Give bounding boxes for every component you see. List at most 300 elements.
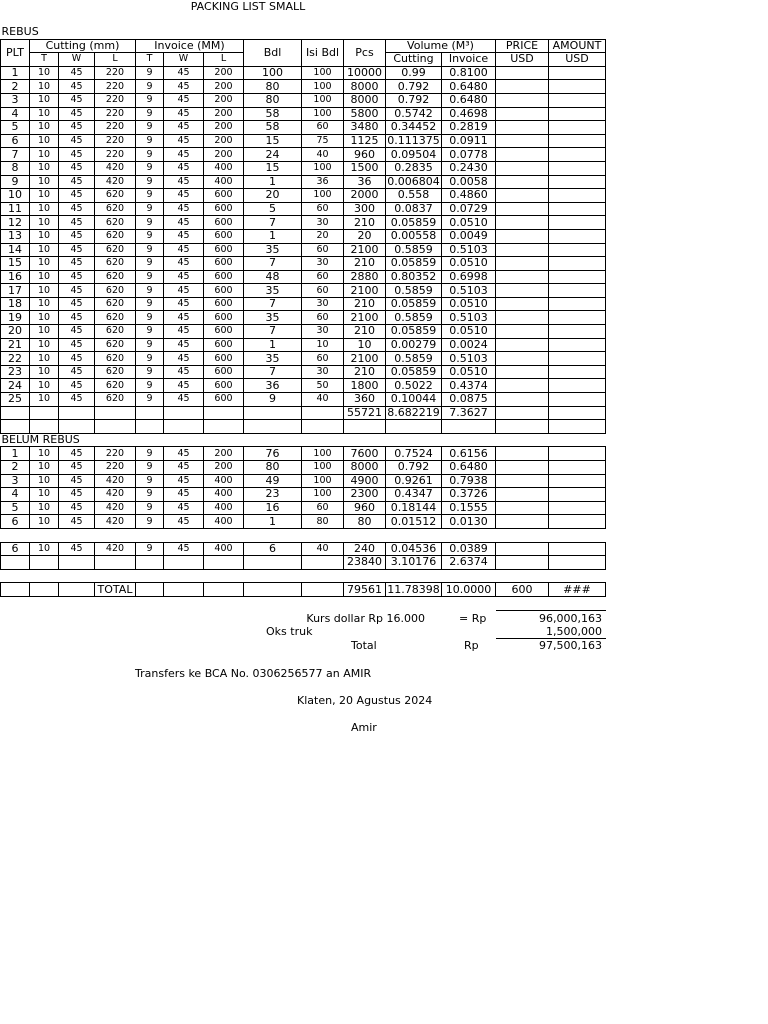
- table-cell: 420: [95, 474, 136, 488]
- table-cell: 0.09504: [386, 148, 442, 162]
- table-body: [1, 26, 606, 596]
- header-price-usd: USD: [496, 53, 549, 67]
- table-cell: 620: [95, 379, 136, 393]
- table-cell: 0.1555: [442, 501, 496, 515]
- table-cell: [549, 175, 606, 189]
- table-cell: [136, 569, 164, 583]
- table-cell: [549, 257, 606, 271]
- table-cell: 0.0778: [442, 148, 496, 162]
- table-cell: 0.5103: [442, 243, 496, 257]
- table-cell: 0.00558: [386, 229, 442, 243]
- table-cell: [549, 365, 606, 379]
- table-cell: 9: [136, 66, 164, 80]
- table-cell: 7: [244, 365, 302, 379]
- total-pcs: 79561: [344, 583, 386, 597]
- table-cell: 600: [204, 325, 244, 339]
- table-cell: 45: [164, 284, 204, 298]
- table-cell: 1125: [344, 134, 386, 148]
- table-cell: [1, 569, 30, 583]
- table-cell: 9: [136, 243, 164, 257]
- table-cell: [386, 420, 442, 434]
- empty-row: [1, 569, 606, 583]
- table-cell: [549, 270, 606, 284]
- table-cell: 420: [95, 515, 136, 529]
- header-isi-bdl: Isi Bdl: [302, 39, 344, 66]
- table-cell: 10: [344, 338, 386, 352]
- table-cell: [496, 284, 549, 298]
- table-cell: 0.80352: [386, 270, 442, 284]
- table-cell: 620: [95, 270, 136, 284]
- table-cell: 0.006804: [387, 174, 440, 188]
- table-cell: 0.05859: [386, 216, 442, 230]
- table-cell: 8000: [344, 80, 386, 94]
- table-row: [1, 393, 606, 407]
- table-cell: [1, 420, 30, 434]
- table-cell: 9: [136, 393, 164, 407]
- table-cell: [164, 420, 204, 434]
- table-cell: 45: [164, 338, 204, 352]
- table-cell: 620: [95, 352, 136, 366]
- section-rebus-label: [1, 26, 606, 39]
- table-cell: 36: [302, 175, 344, 189]
- empty-row: [1, 528, 606, 542]
- table-cell: 0.18144: [386, 501, 442, 515]
- table-cell: 9: [1, 175, 30, 189]
- table-cell: 600: [204, 379, 244, 393]
- table-cell: 45: [59, 189, 95, 203]
- table-cell: [549, 488, 606, 502]
- table-cell: 0.792: [386, 461, 442, 475]
- table-cell: 210: [344, 297, 386, 311]
- table-cell: 9: [136, 447, 164, 461]
- header-plt: PLT: [1, 39, 30, 66]
- table-row: [1, 175, 606, 189]
- table-cell: 2880: [344, 270, 386, 284]
- table-cell: [496, 461, 549, 475]
- table-cell: 600: [204, 297, 244, 311]
- table-cell: 22: [1, 352, 30, 366]
- table-cell: 16: [244, 501, 302, 515]
- table-cell: 100: [302, 474, 344, 488]
- table-cell: 0.0510: [442, 297, 496, 311]
- table-cell: 0.6480: [442, 93, 496, 107]
- table-cell: 30: [302, 297, 344, 311]
- table-cell: 45: [59, 270, 95, 284]
- table-cell: 45: [59, 501, 95, 515]
- table-cell: [496, 501, 549, 515]
- table-cell: [30, 569, 59, 583]
- table-row: [1, 447, 606, 461]
- table-cell: 6: [1, 515, 30, 529]
- table-cell: 9: [136, 515, 164, 529]
- total-price: 600: [496, 583, 549, 597]
- table-cell: [496, 325, 549, 339]
- kurs-label: Kurs dollar Rp 16.000: [306, 612, 425, 625]
- table-cell: [30, 420, 59, 434]
- table-row: [1, 488, 606, 502]
- table-cell: [496, 297, 549, 311]
- table-cell: [204, 556, 244, 570]
- table-cell: 210: [344, 257, 386, 271]
- table-cell: [496, 311, 549, 325]
- header-volume: Volume (M³): [386, 39, 496, 53]
- table-cell: [95, 528, 136, 542]
- table-cell: 4900: [344, 474, 386, 488]
- table-cell: 1: [1, 447, 30, 461]
- table-cell: 45: [59, 284, 95, 298]
- table-cell: [136, 556, 164, 570]
- table-cell: 9: [136, 80, 164, 94]
- table-cell: [549, 216, 606, 230]
- table-cell: 0.05859: [386, 365, 442, 379]
- table-cell: [496, 474, 549, 488]
- header-row-1: [1, 39, 606, 53]
- table-cell: 0.0510: [442, 365, 496, 379]
- rebus-subtotal-row: [1, 406, 606, 420]
- table-cell: 600: [204, 311, 244, 325]
- table-cell: 4: [1, 107, 30, 121]
- table-cell: [496, 175, 549, 189]
- table-cell: 45: [164, 311, 204, 325]
- table-cell: 620: [95, 189, 136, 203]
- table-cell: [549, 134, 606, 148]
- table-cell: 2100: [344, 352, 386, 366]
- kurs-overline: [496, 610, 606, 611]
- table-cell: [549, 542, 606, 556]
- table-cell: 5: [244, 202, 302, 216]
- table-row: [1, 216, 606, 230]
- table-cell: 10: [30, 121, 59, 135]
- table-cell: 58: [244, 121, 302, 135]
- table-cell: 45: [164, 202, 204, 216]
- table-cell: 48: [244, 270, 302, 284]
- table-cell: 200: [204, 107, 244, 121]
- table-cell: 10: [30, 501, 59, 515]
- table-cell: 620: [95, 311, 136, 325]
- table-cell: [244, 528, 302, 542]
- table-cell: 0.00279: [386, 338, 442, 352]
- table-cell: 15: [244, 161, 302, 175]
- table-cell: 200: [204, 148, 244, 162]
- table-cell: 400: [204, 474, 244, 488]
- table-cell: 1: [244, 515, 302, 529]
- table-cell: 45: [59, 229, 95, 243]
- table-cell: 0.4860: [442, 189, 496, 203]
- place-date: Klaten, 20 Agustus 2024: [297, 694, 433, 707]
- table-cell: 60: [302, 352, 344, 366]
- table-cell: 0.7524: [386, 447, 442, 461]
- table-cell: 24: [244, 148, 302, 162]
- table-cell: 620: [95, 338, 136, 352]
- table-cell: [136, 528, 164, 542]
- table-cell: 220: [95, 107, 136, 121]
- table-cell: 45: [164, 66, 204, 80]
- table-cell: 0.05859: [386, 257, 442, 271]
- table-cell: [344, 528, 386, 542]
- table-cell: [496, 528, 549, 542]
- table-row: [1, 515, 606, 529]
- table-cell: 2300: [344, 488, 386, 502]
- table-cell: 220: [95, 93, 136, 107]
- header-dim-t: T: [136, 53, 164, 67]
- table-cell: 400: [204, 542, 244, 556]
- table-cell: 40: [302, 148, 344, 162]
- table-cell: 9: [136, 107, 164, 121]
- table-cell: [30, 528, 59, 542]
- table-cell: 13: [1, 229, 30, 243]
- table-cell: 600: [204, 243, 244, 257]
- table-cell: 600: [204, 284, 244, 298]
- table-cell: 9: [136, 216, 164, 230]
- table-cell: [496, 556, 549, 570]
- table-cell: 1: [244, 338, 302, 352]
- table-cell: [549, 447, 606, 461]
- table-cell: 45: [59, 148, 95, 162]
- header-dim-w: W: [164, 53, 204, 67]
- table-cell: 600: [204, 202, 244, 216]
- table-cell: 0.05859: [386, 325, 442, 339]
- table-cell: [496, 202, 549, 216]
- table-cell: 400: [204, 161, 244, 175]
- table-cell: [549, 66, 606, 80]
- table-cell: 3: [1, 93, 30, 107]
- table-cell: 45: [164, 474, 204, 488]
- table-cell: [95, 406, 136, 420]
- header-invoice: Invoice (MM): [136, 39, 244, 53]
- table-cell: 9: [136, 202, 164, 216]
- table-cell: 30: [302, 365, 344, 379]
- table-cell: 6: [1, 134, 30, 148]
- table-cell: 80: [302, 515, 344, 529]
- table-cell: [244, 556, 302, 570]
- table-cell: 210: [344, 325, 386, 339]
- oks-truk-label: Oks truk: [266, 625, 313, 638]
- table-cell: 600: [204, 393, 244, 407]
- table-cell: 45: [164, 270, 204, 284]
- table-cell: 0.6480: [442, 80, 496, 94]
- table-row: [1, 243, 606, 257]
- table-cell: 45: [59, 243, 95, 257]
- subtotal-pcs: 23840: [344, 556, 386, 570]
- table-cell: 9: [136, 474, 164, 488]
- table-cell: 600: [204, 257, 244, 271]
- table-cell: [442, 569, 496, 583]
- subtotal-pcs: 55721: [344, 406, 386, 420]
- table-cell: 45: [164, 501, 204, 515]
- table-cell: 0.5022: [386, 379, 442, 393]
- table-cell: 620: [95, 257, 136, 271]
- table-cell: 45: [164, 107, 204, 121]
- table-cell: 20: [1, 325, 30, 339]
- table-cell: [549, 80, 606, 94]
- table-cell: 9: [136, 501, 164, 515]
- table-cell: 6: [1, 542, 30, 556]
- table-row: [1, 352, 606, 366]
- table-cell: 9: [136, 134, 164, 148]
- table-cell: 9: [136, 311, 164, 325]
- table-cell: 10: [30, 297, 59, 311]
- table-cell: 10: [30, 447, 59, 461]
- table-cell: 45: [59, 488, 95, 502]
- table-cell: 18: [1, 297, 30, 311]
- table-cell: 50: [302, 379, 344, 393]
- table-cell: 5: [1, 501, 30, 515]
- table-cell: 0.0837: [386, 202, 442, 216]
- table-cell: 0.99: [386, 66, 442, 80]
- table-cell: [496, 189, 549, 203]
- table-cell: 45: [59, 311, 95, 325]
- document-title: PACKING LIST SMALL: [190, 0, 306, 13]
- table-cell: 9: [136, 461, 164, 475]
- header-amount: AMOUNT: [549, 39, 606, 53]
- table-cell: 15: [244, 134, 302, 148]
- table-cell: 9: [136, 270, 164, 284]
- table-cell: 620: [95, 243, 136, 257]
- signatory-name: Amir: [351, 721, 377, 734]
- table-cell: [1, 528, 30, 542]
- table-cell: 45: [59, 93, 95, 107]
- table-cell: 400: [204, 515, 244, 529]
- table-cell: [496, 338, 549, 352]
- table-cell: 100: [302, 93, 344, 107]
- table-cell: 600: [204, 216, 244, 230]
- table-cell: 0.6156: [442, 447, 496, 461]
- table-cell: 23: [244, 488, 302, 502]
- table-cell: 45: [164, 229, 204, 243]
- table-cell: [164, 583, 204, 597]
- table-cell: 45: [59, 121, 95, 135]
- table-cell: 0.8100: [442, 66, 496, 80]
- table-cell: 620: [95, 216, 136, 230]
- table-cell: 45: [164, 515, 204, 529]
- section-belum-rebus-label: [1, 433, 606, 447]
- table-cell: 5800: [344, 107, 386, 121]
- table-cell: 0.0024: [442, 338, 496, 352]
- table-cell: [549, 515, 606, 529]
- table-cell: 10: [30, 229, 59, 243]
- packing-list-sheet: [0, 26, 606, 597]
- table-cell: 7600: [344, 447, 386, 461]
- table-cell: 45: [59, 202, 95, 216]
- table-cell: 200: [204, 461, 244, 475]
- table-cell: [59, 556, 95, 570]
- table-cell: 0.04536: [386, 542, 442, 556]
- table-cell: [136, 420, 164, 434]
- empty-row: [1, 420, 606, 434]
- table-cell: 45: [164, 243, 204, 257]
- table-cell: [549, 569, 606, 583]
- table-cell: 45: [164, 134, 204, 148]
- table-cell: 600: [204, 338, 244, 352]
- table-cell: 45: [59, 297, 95, 311]
- table-cell: 10: [30, 93, 59, 107]
- table-cell: 45: [59, 257, 95, 271]
- table-row: [1, 202, 606, 216]
- table-cell: 10: [302, 338, 344, 352]
- table-row: [1, 270, 606, 284]
- table-cell: 12: [1, 216, 30, 230]
- table-cell: 0.5859: [386, 311, 442, 325]
- table-cell: 960: [344, 501, 386, 515]
- table-cell: [344, 569, 386, 583]
- table-cell: [549, 393, 606, 407]
- subtotal-volume-cutting: 8.682219: [387, 405, 440, 419]
- table-cell: 9: [136, 175, 164, 189]
- table-cell: 9: [136, 284, 164, 298]
- header-volume-cutting: Cutting: [386, 53, 442, 67]
- table-cell: 0.2430: [442, 161, 496, 175]
- table-cell: 9: [136, 488, 164, 502]
- table-cell: [164, 569, 204, 583]
- table-cell: 7: [244, 216, 302, 230]
- table-cell: 4: [1, 488, 30, 502]
- table-cell: [549, 474, 606, 488]
- table-cell: 0.558: [386, 189, 442, 203]
- table-cell: 620: [95, 229, 136, 243]
- table-cell: 6: [244, 542, 302, 556]
- table-cell: [136, 406, 164, 420]
- section-label: REBUS: [1, 25, 39, 38]
- table-cell: 200: [204, 66, 244, 80]
- table-cell: 45: [59, 447, 95, 461]
- table-cell: 9: [136, 189, 164, 203]
- table-cell: [496, 134, 549, 148]
- table-cell: [244, 406, 302, 420]
- table-cell: 23: [1, 365, 30, 379]
- packing-list-table: [0, 26, 606, 597]
- table-cell: [496, 569, 549, 583]
- table-cell: 35: [244, 311, 302, 325]
- table-cell: 300: [344, 202, 386, 216]
- table-cell: 0.5103: [442, 284, 496, 298]
- table-cell: 36: [344, 175, 386, 189]
- table-cell: 10: [30, 134, 59, 148]
- table-cell: [496, 393, 549, 407]
- table-cell: 45: [164, 257, 204, 271]
- table-cell: [204, 420, 244, 434]
- table-cell: [59, 420, 95, 434]
- table-cell: 10: [30, 379, 59, 393]
- header-bdl: Bdl: [244, 39, 302, 66]
- table-cell: 200: [204, 121, 244, 135]
- table-cell: 9: [136, 148, 164, 162]
- table-cell: 45: [164, 542, 204, 556]
- table-cell: [386, 528, 442, 542]
- table-cell: 8000: [344, 93, 386, 107]
- table-cell: 0.01512: [386, 515, 442, 529]
- table-cell: 60: [302, 311, 344, 325]
- section-label: BELUM REBUS: [1, 432, 80, 446]
- table-cell: 45: [59, 338, 95, 352]
- table-cell: [496, 229, 549, 243]
- table-cell: [59, 583, 95, 597]
- table-cell: [549, 148, 606, 162]
- table-cell: 45: [164, 447, 204, 461]
- table-cell: [302, 528, 344, 542]
- table-row: [1, 121, 606, 135]
- table-cell: [496, 148, 549, 162]
- table-cell: 0.0058: [442, 175, 496, 189]
- table-cell: 60: [302, 243, 344, 257]
- table-cell: [95, 569, 136, 583]
- table-row: [1, 379, 606, 393]
- table-cell: 100: [302, 488, 344, 502]
- table-cell: 1: [244, 229, 302, 243]
- table-cell: 10: [30, 325, 59, 339]
- table-cell: [496, 352, 549, 366]
- table-cell: [1, 406, 30, 420]
- table-cell: 0.792: [386, 80, 442, 94]
